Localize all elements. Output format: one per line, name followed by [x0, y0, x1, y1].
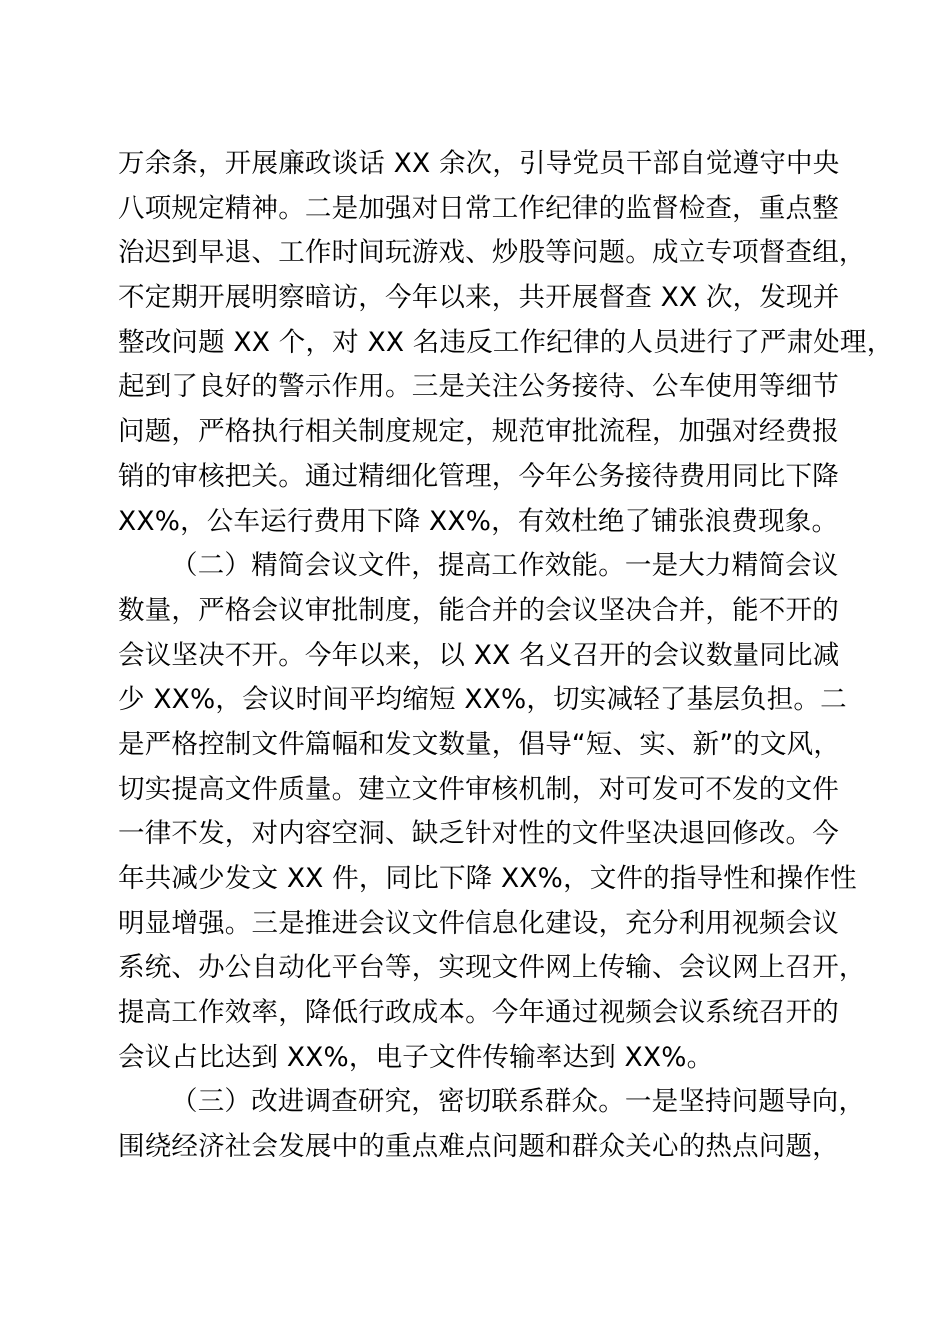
text-line: 会议坚决不开。今年以来，以 XX 名义召开的会议数量同比减 — [118, 639, 840, 671]
text-line: 整改问题 XX 个，对 XX 名违反工作纪律的人员进行了严肃处理， — [118, 326, 894, 358]
text-line: 八项规定精神。二是加强对日常工作纪律的监督检查，重点整 — [118, 192, 839, 224]
text-line: 提高工作效率，降低行政成本。今年通过视频会议系统召开的 — [118, 997, 839, 1029]
text-line: 系统、办公自动化平台等，实现文件网上传输、会议网上召开， — [118, 952, 866, 984]
section-heading-line: （二）精简会议文件，提高工作效能。一是大力精简会议 — [171, 550, 839, 582]
text-line: 明显增强。三是推进会议文件信息化建设，充分利用视频会议 — [118, 907, 839, 939]
text-line: 围绕经济社会发展中的重点难点问题和群众关心的热点问题， — [118, 1131, 839, 1163]
text-line: 问题，严格执行相关制度规定，规范审批流程，加强对经费报 — [118, 416, 839, 448]
text-line: 不定期开展明察暗访，今年以来，共开展督查 XX 次，发现并 — [118, 282, 840, 314]
text-line: 一律不发，对内容空洞、缺乏针对性的文件坚决退回修改。今 — [118, 818, 839, 850]
text-line: 少 XX%，会议时间平均缩短 XX%，切实减轻了基层负担。二 — [118, 684, 847, 716]
text-line: 数量，严格会议审批制度，能合并的会议坚决合并，能不开的 — [118, 594, 839, 626]
text-line: 销的审核把关。通过精细化管理，今年公务接待费用同比下降 — [118, 460, 839, 492]
section-heading-line: （三）改进调查研究，密切联系群众。一是坚持问题导向， — [171, 1086, 866, 1118]
text-line: 治迟到早退、工作时间玩游戏、炒股等问题。成立专项督查组， — [118, 237, 866, 269]
text-line: 年共减少发文 XX 件，同比下降 XX%，文件的指导性和操作性 — [118, 863, 857, 894]
document-body — [118, 142, 894, 1170]
text-line: 会议占比达到 XX%，电子文件传输率达到 XX%。 — [118, 1041, 714, 1073]
text-line: XX%，公车运行费用下降 XX%，有效杜绝了铺张浪费现象。 — [118, 505, 839, 537]
text-line: 是严格控制文件篇幅和发文数量，倡导“短、实、新”的文风， — [118, 728, 841, 760]
text-line: 万余条，开展廉政谈话 XX 余次，引导党员干部自觉遵守中央 — [118, 148, 840, 179]
text-line: 起到了良好的警示作用。三是关注公务接待、公车使用等细节 — [118, 371, 839, 403]
text-line: 切实提高文件质量。建立文件审核机制，对可发可不发的文件 — [118, 773, 839, 805]
